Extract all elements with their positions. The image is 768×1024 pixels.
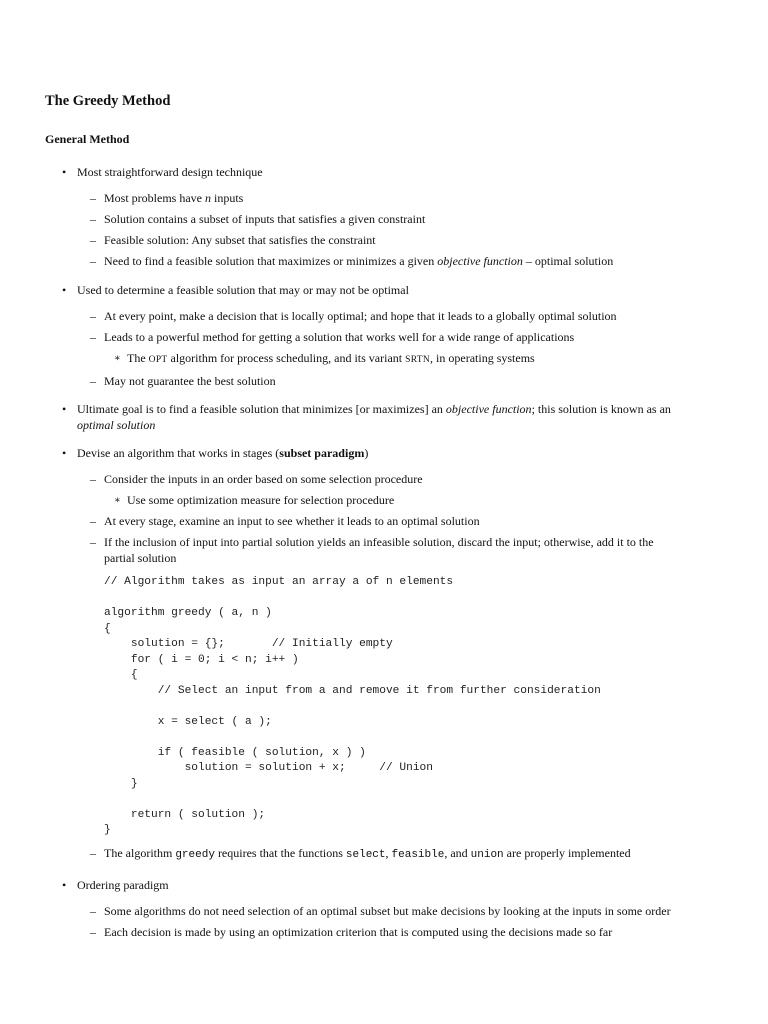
bold-term: subset paradigm: [279, 446, 365, 460]
code-line: algorithm greedy ( a, n ): [104, 607, 272, 619]
emphasis-text: objective function: [437, 254, 523, 268]
bullet-text: ; this solution is known as an: [531, 402, 671, 416]
item-text: Most problems have: [104, 191, 205, 205]
small-caps-srtn: SRTN: [405, 355, 431, 365]
item-text: are properly implemented: [503, 845, 631, 860]
dash-item-inputs: [0, 190, 768, 206]
dash-marker: –: [90, 191, 96, 205]
code-line: x = select ( a );: [104, 715, 272, 728]
dash-marker: –: [90, 903, 96, 918]
code-line: [104, 591, 768, 607]
item-text: The algorithm: [104, 845, 176, 860]
bullet-straightforward-technique: [0, 164, 768, 180]
dash-item-some-algorithms: [0, 903, 768, 919]
inline-code-feasible: feasible: [391, 848, 445, 861]
bullet-marker: •: [62, 402, 67, 416]
code-line: solution = solution + x; // Union: [104, 762, 433, 774]
dash-marker: –: [90, 924, 96, 939]
dash-item-partial-solution: [0, 534, 768, 566]
content-body: [0, 164, 768, 940]
small-caps-opt: OPT: [148, 355, 168, 365]
dash-marker: –: [90, 254, 96, 268]
item-text: Consider the inputs in an order based on some selection procedure: [104, 472, 423, 486]
bullet-feasible-solution: [0, 282, 768, 298]
star-item-opt-algorithm: [0, 350, 768, 368]
star-marker: ∗: [114, 495, 121, 506]
item-text: Feasible solution: Any subset that satisfies the constraint: [104, 233, 376, 247]
code-line: {: [104, 622, 111, 635]
bullet-text: Ordering paradigm: [77, 877, 169, 892]
item-text: Some algorithms do not need selection of an optimal subset but make decisions by looking at the inputs in some order: [104, 903, 671, 918]
dash-marker: –: [90, 535, 96, 549]
item-text: The: [127, 351, 149, 365]
dash-item-solution-subset: [0, 211, 768, 227]
code-line: if ( feasible ( solution, x ) ): [104, 746, 366, 759]
bullet-text: Ultimate goal is to find a feasible solution that minimizes [or maximizes] an: [77, 402, 446, 416]
section-heading: General Method: [45, 132, 130, 146]
bullet-marker: •: [62, 446, 67, 460]
code-line: [104, 730, 768, 746]
item-text: requires that the functions: [214, 845, 346, 860]
code-line: for ( i = 0; i < n; i++ ): [104, 653, 299, 666]
dash-marker: –: [90, 233, 96, 247]
item-text: , in operating systems: [430, 351, 535, 365]
emphasis-text: objective function: [445, 402, 532, 416]
dash-item-each-decision: [0, 924, 768, 940]
dash-item-no-guarantee: [0, 373, 768, 389]
code-line: [104, 792, 768, 808]
code-block: [104, 575, 768, 839]
item-text: Use some optimization measure for selection procedure: [127, 493, 395, 507]
math-var-n: n: [205, 191, 211, 205]
dash-marker: –: [90, 514, 96, 528]
code-line: }: [104, 824, 111, 836]
bullet-text: Devise an algorithm that works in stages (: [77, 446, 280, 460]
item-text: Each decision is made by using an optimization criterion that is computed using the decisions made so far: [104, 924, 613, 939]
item-text: Need to find a feasible solution that maximizes or minimizes a given: [104, 254, 438, 268]
item-text: May not guarantee the best solution: [104, 374, 276, 388]
code-line: // Algorithm takes as input an array a of n elements: [104, 576, 454, 588]
item-text: At every stage, examine an input to see whether it leads to an optimal solution: [104, 514, 480, 528]
item-text: algorithm for process scheduling, and its variant: [167, 351, 406, 365]
page-title: The Greedy Method: [45, 93, 171, 109]
bullet-marker: •: [62, 283, 67, 297]
item-text: , and: [444, 845, 471, 860]
code-line: {: [104, 669, 138, 681]
item-text: If the inclusion of input into partial solution yields an infeasible solution, discard the input; otherwise, add it to the partial solution: [104, 535, 654, 565]
bullet-marker: •: [62, 877, 67, 892]
code-line: return ( solution );: [104, 808, 266, 821]
star-item-optimization-measure: [0, 492, 768, 508]
item-text: ,: [385, 845, 392, 860]
code-line: // Select an input from a and remove it from further consideration: [104, 684, 601, 697]
bullet-text: ): [364, 446, 369, 460]
star-marker: ∗: [114, 353, 121, 364]
dash-marker: –: [90, 845, 96, 860]
emphasis-text: optimal solution: [77, 418, 156, 432]
item-text: Leads to a powerful method for getting a solution that works well for a wide range of applications: [104, 330, 575, 344]
bullet-ultimate-goal: [0, 401, 768, 433]
dash-marker: –: [90, 330, 96, 344]
dash-item-powerful-method: [0, 329, 768, 345]
inline-code-union: union: [470, 848, 504, 861]
bullet-ordering-paradigm: [0, 877, 768, 893]
dash-item-functions-implemented: [0, 845, 768, 863]
dash-item-consider-inputs: [0, 471, 768, 487]
bullet-devise-algorithm: [0, 445, 768, 461]
code-line: solution = {}; // Initially empty: [104, 638, 393, 650]
bullet-marker: •: [62, 165, 67, 179]
dash-marker: –: [90, 472, 96, 486]
dash-marker: –: [90, 374, 96, 388]
item-text: inputs: [211, 191, 244, 205]
dash-item-every-stage: [0, 513, 768, 529]
dash-item-objective-function: [0, 253, 768, 269]
code-line: [104, 699, 768, 715]
bullet-text: Used to determine a feasible solution that may or may not be optimal: [77, 283, 409, 297]
item-text: At every point, make a decision that is locally optimal; and hope that it leads to a globally optimal solution: [104, 309, 617, 323]
bullet-text: Most straightforward design technique: [77, 165, 263, 179]
inline-code-greedy: greedy: [175, 848, 215, 861]
inline-code-select: select: [345, 848, 386, 861]
item-text: Solution contains a subset of inputs that satisfies a given constraint: [104, 212, 426, 226]
item-text: – optimal solution: [522, 254, 614, 268]
dash-item-locally-optimal: [0, 308, 768, 324]
dash-item-feasible-solution: [0, 232, 768, 248]
dash-marker: –: [90, 309, 96, 323]
dash-marker: –: [90, 212, 96, 226]
code-line: }: [104, 777, 138, 790]
